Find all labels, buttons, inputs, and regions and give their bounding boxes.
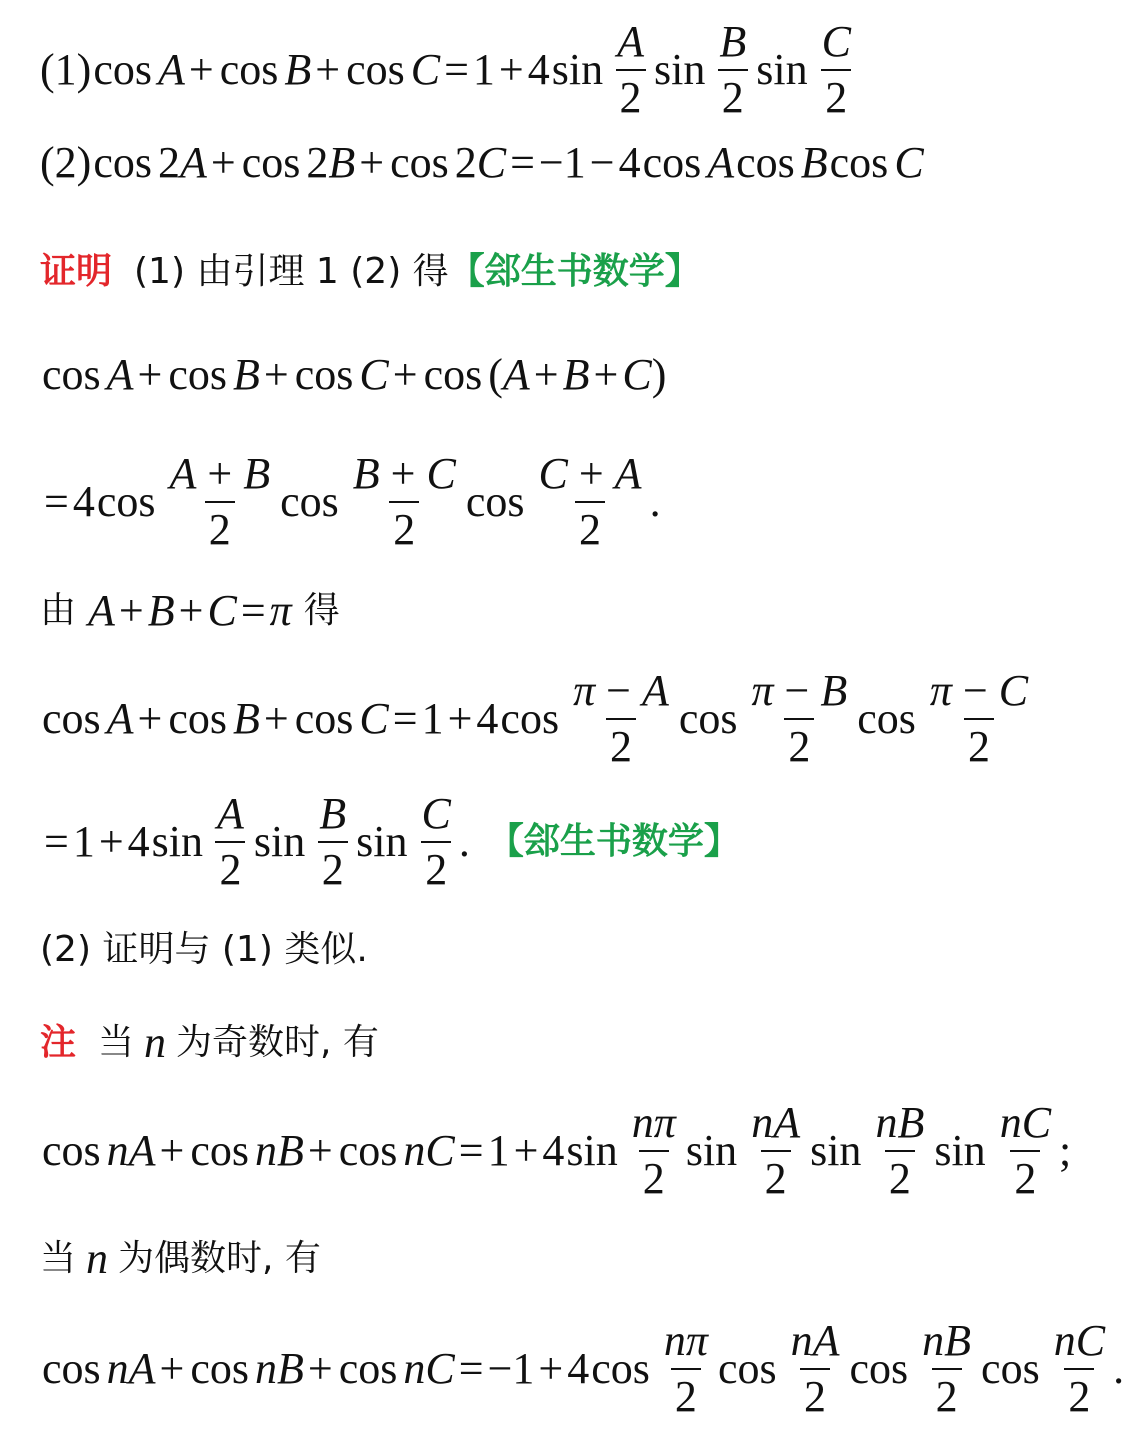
formula-even: cos nA + cos nB + cos nC = −1 + 4 cos $\frac{n\pi}{2}$ cos $\frac{nA}{2}$ cos $\frac{nB}{2}$ cos $\frac{nC}{2}$ .: [42, 1315, 1124, 1421]
part2-note: (2) 证明与 (1) 类似.: [40, 929, 368, 970]
proof-formula-sum: cos A + cos B + cos C + cos ( A + B + C ): [42, 350, 667, 399]
formula-1: (1) cos A + cos B + cos C = 1 + 4 sin $\frac{A}{2}$ sin $\frac{B}{2}$ sin $\frac{C}{2}$: [40, 16, 851, 122]
formula-2: (2) cos 2 A + cos 2 B + cos 2 C = −1 − 4 cos A cos B cos C: [40, 138, 924, 187]
condition-line: 由 A+B+C=π 得: [40, 586, 340, 635]
item-number-2: (2): [40, 138, 92, 187]
note-label: 注: [40, 1022, 77, 1063]
watermark-text: 【郐生书数学】: [448, 251, 701, 292]
proof-formula-result: = 1 + 4 sin $\frac{A}{2}$ sin $\frac{B}{2}$ sin $\frac{C}{2}$ . 【郐生书数学】: [44, 788, 740, 894]
de-char: 得: [303, 590, 340, 631]
proof-intro-text: (1) 由引理 1 (2) 得: [134, 251, 449, 292]
proof-label: 证明: [40, 251, 113, 292]
you-char: 由: [40, 590, 77, 631]
proof-formula-product: = 4 cos $\frac{A + B}{2}$ cos $\frac{B + C}{2}$ cos $\frac{C + A}{2}$ .: [44, 448, 661, 554]
proof-intro-line: [40, 250, 701, 294]
note-odd-line: 注 当 n 为奇数时, 有: [40, 1018, 379, 1067]
note-even-line: 当 n 为偶数时, 有: [40, 1234, 321, 1283]
proof-formula-pi: cos A + cos B + cos C = 1 + 4 cos $\frac{\pi - A}{2}$ cos $\frac{\pi - B}{2}$ cos $\frac{\pi - C}{2}$: [42, 665, 1029, 771]
formula-odd: cos nA + cos nB + cos nC = 1 + 4 sin $\frac{n\pi}{2}$ sin $\frac{nA}{2}$ sin $\frac{nB}{2}$ sin $\frac{nC}{2}$ ;: [42, 1097, 1072, 1203]
watermark-text-2: 【郐生书数学】: [487, 821, 740, 862]
item-number-1: (1): [40, 45, 92, 94]
